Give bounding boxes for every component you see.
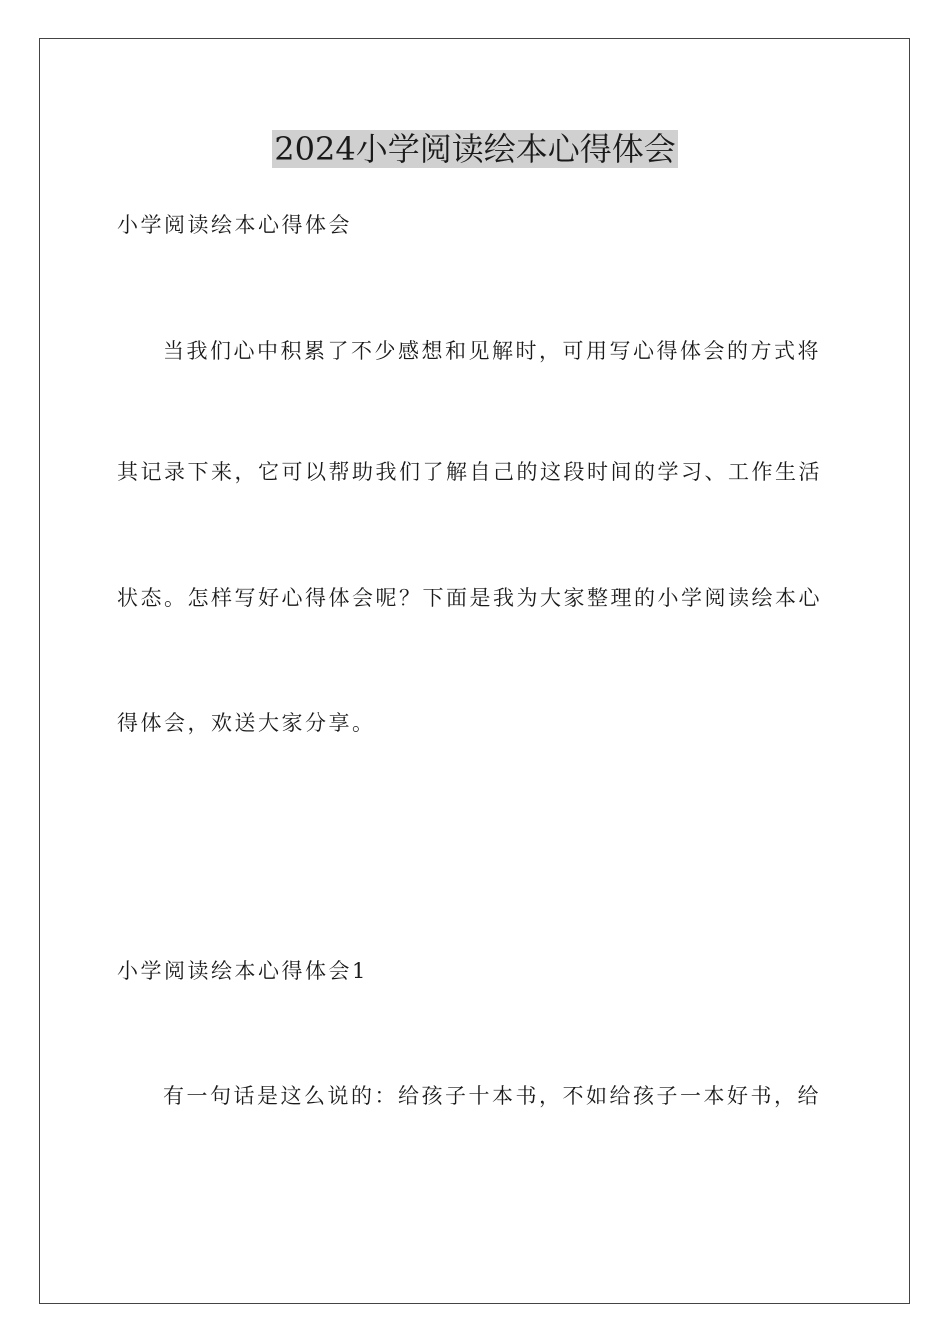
document-title	[0, 128, 950, 170]
document-subtitle: 小学阅读绘本心得体会	[117, 213, 352, 237]
section-line-1: 有一句话是这么说的：给孩子十本书，不如给孩子一本好书，给	[163, 1084, 821, 1108]
intro-line-4: 得体会，欢送大家分享。	[117, 711, 376, 735]
document-title-text: 2024小学阅读绘本心得体会	[274, 130, 676, 168]
intro-line-2: 其记录下来，它可以帮助我们了解自己的这段时间的学习、工作生活	[117, 460, 822, 484]
intro-line-3: 状态。怎样写好心得体会呢？下面是我为大家整理的小学阅读绘本心	[117, 586, 822, 610]
section-heading: 小学阅读绘本心得体会1	[117, 959, 368, 983]
intro-line-1: 当我们心中积累了不少感想和见解时，可用写心得体会的方式将	[163, 339, 821, 363]
